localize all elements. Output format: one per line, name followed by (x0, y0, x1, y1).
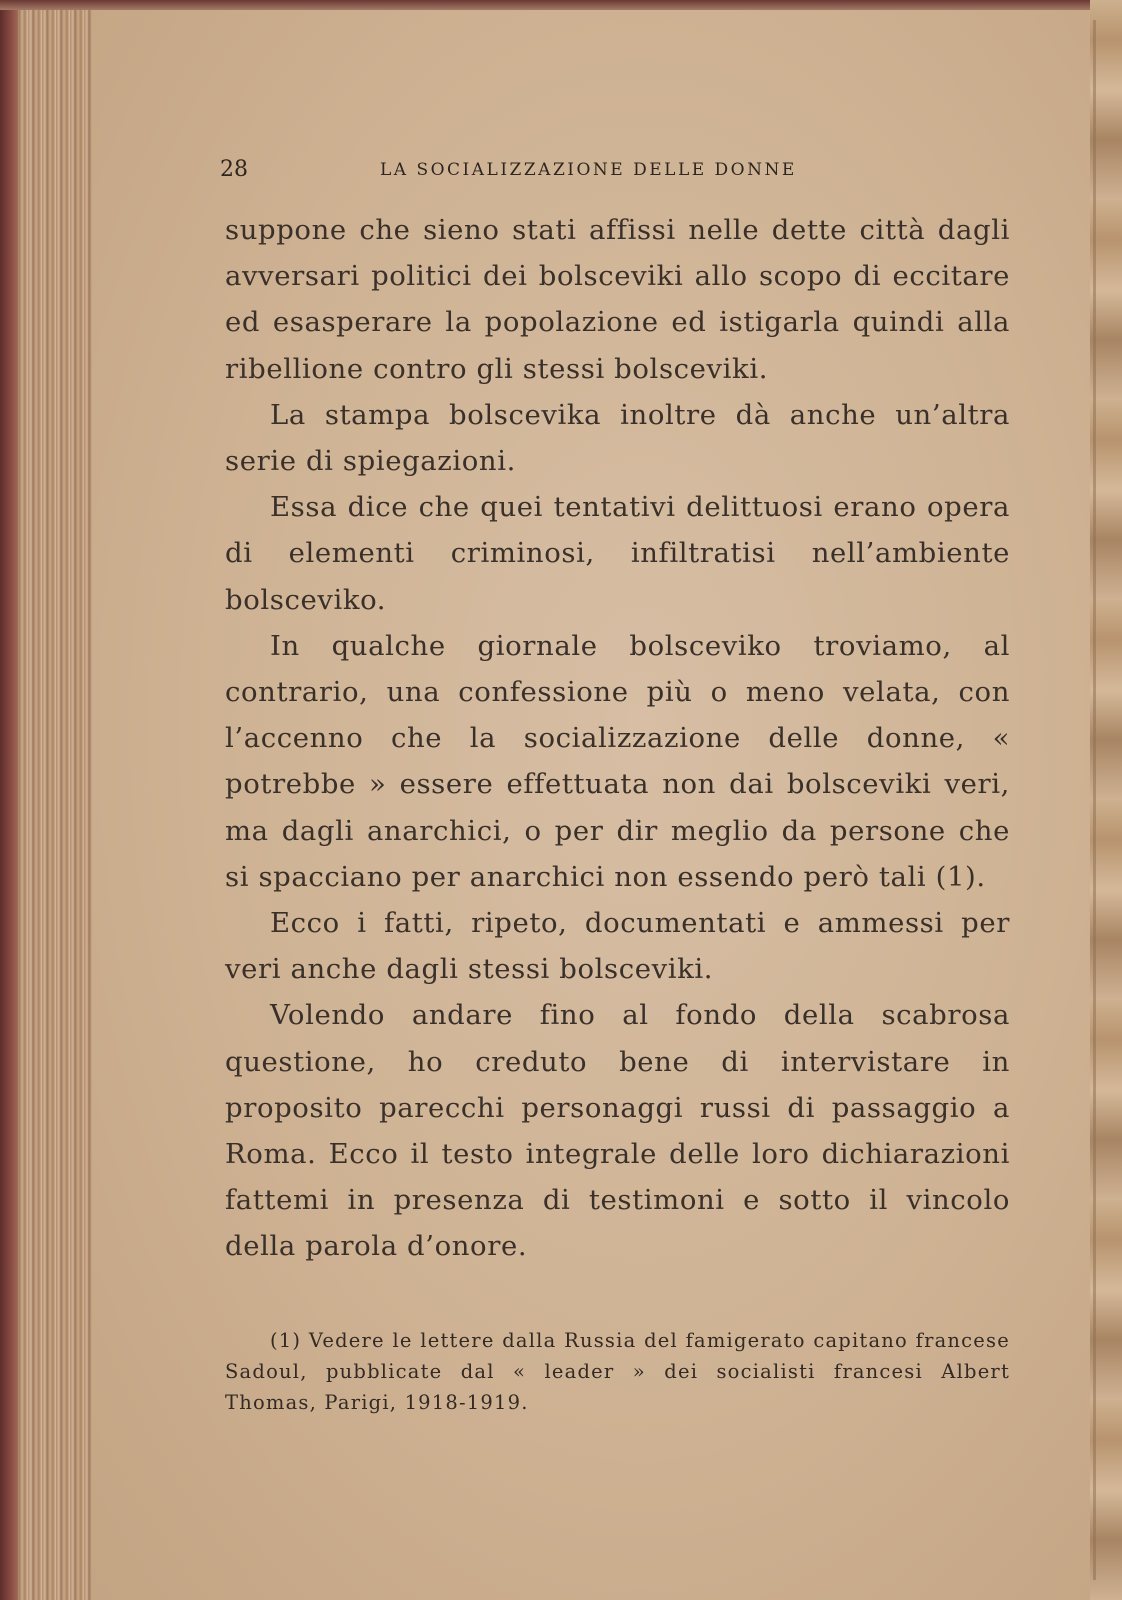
page (92, 10, 1090, 1600)
paragraph: Essa dice che quei tentativi delittuosi erano opera di elementi criminosi, infiltratisi nell’ambiente bolsceviko. (225, 491, 1010, 616)
paragraph: La stampa bolscevika inoltre dà anche un’altra serie di spiegazioni. (225, 398, 1010, 478)
running-title: LA SOCIALIZZAZIONE DELLE DONNE (380, 160, 797, 180)
book-top-edge (0, 0, 1122, 10)
paragraph: Volendo andare fino al fondo della scabrosa questione, ho creduto bene di intervistare in proposito parecchi personaggi russi di passaggio a Roma. Ecco il testo integrale delle loro dichiarazioni fattemi in presenza di testimoni e sotto il vincolo della parola d’onore. (225, 999, 1010, 1263)
book-cover-edge (0, 0, 18, 1600)
body-text (225, 207, 1010, 1270)
page-header (220, 145, 960, 185)
paragraph: suppone che sieno stati affissi nelle dette città dagli avversari politici dei bolsceviki allo scopo di eccitare ed esasperare la popolazione ed istigarla quindi alla ribellione contro gli stessi bolsceviki. (225, 214, 1010, 385)
page-number: 28 (220, 157, 248, 182)
page-fold-line (1093, 20, 1096, 1580)
paragraph: Ecco i fatti, ripeto, documentati e ammessi per veri anche dagli stessi bolsceviki. (225, 907, 1010, 986)
footnote: (1) Vedere le lettere dalla Russia del famigerato capitano francese Sadoul, pubblicate dal « leader » dei socialisti francesi Albert Thomas, Parigi, 1918-1919. (225, 1328, 1010, 1414)
paragraph: In qualche giornale bolsceviko troviamo, al contrario, una confessione più o meno velata, con l’accenno che la socializzazione delle donne, « potrebbe » essere effettuata non dai bolsceviki veri, ma dagli anarchici, o per dir meglio da persone che si spacciano per anarchici non essendo però tali (1). (225, 629, 1010, 893)
